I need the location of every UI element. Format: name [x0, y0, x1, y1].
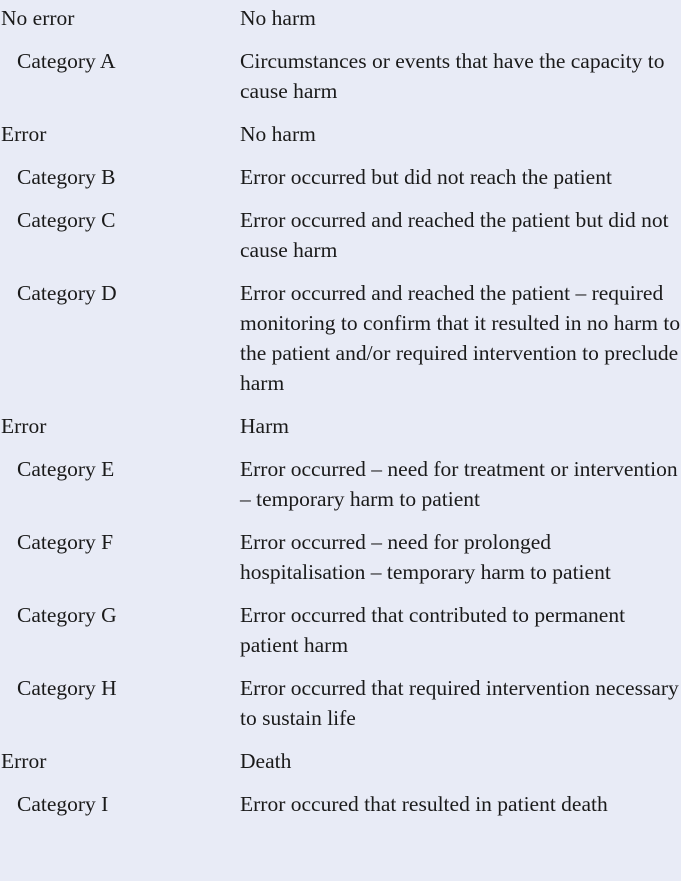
category-description: Error occurred but did not reach the patient: [240, 165, 612, 189]
category-description: Error occurred that contributed to permanent patient harm: [240, 603, 626, 657]
category-description: Circumstances or events that have the capacity to cause harm: [240, 49, 665, 103]
category-label: Category F: [17, 530, 114, 554]
group-outcome: No harm: [240, 6, 316, 30]
category-description: Error occurred and reached the patient but did not cause harm: [240, 208, 669, 262]
category-row-d: [0, 278, 681, 398]
group-label: Error: [1, 749, 47, 773]
category-row-g: [0, 600, 681, 660]
group-outcome: Harm: [240, 414, 289, 438]
category-row-f: [0, 527, 681, 587]
category-row-h: [0, 673, 681, 733]
category-label: Category B: [17, 165, 116, 189]
category-label: Category A: [17, 49, 116, 73]
group-outcome: No harm: [240, 122, 316, 146]
category-row-i: [0, 789, 681, 819]
group-row-error-no-harm: [0, 119, 681, 149]
category-label: Category H: [17, 676, 117, 700]
category-row-b: [0, 162, 681, 192]
group-label: Error: [1, 414, 47, 438]
group-label: Error: [1, 122, 47, 146]
group-outcome: Death: [240, 749, 292, 773]
category-row-c: [0, 205, 681, 265]
category-row-a: [0, 46, 681, 106]
category-description: Error occurred – need for prolonged hospitalisation – temporary harm to patient: [240, 530, 611, 584]
category-label: Category E: [17, 457, 115, 481]
category-description: Error occurred that required intervention necessary to sustain life: [240, 676, 679, 730]
group-label: No error: [1, 6, 75, 30]
category-label: Category D: [17, 281, 117, 305]
group-row-no-error: [0, 3, 681, 33]
category-description: Error occured that resulted in patient death: [240, 792, 608, 816]
category-description: Error occurred and reached the patient – required monitoring to confirm that it resulted in no harm to the patient and/or required intervention to preclude harm: [240, 281, 681, 395]
group-row-error-death: [0, 746, 681, 776]
group-row-error-harm: [0, 411, 681, 441]
category-description: Error occurred – need for treatment or intervention – temporary harm to patient: [240, 457, 678, 511]
category-row-e: [0, 454, 681, 514]
category-label: Category I: [17, 792, 109, 816]
category-label: Category G: [17, 603, 117, 627]
category-label: Category C: [17, 208, 116, 232]
